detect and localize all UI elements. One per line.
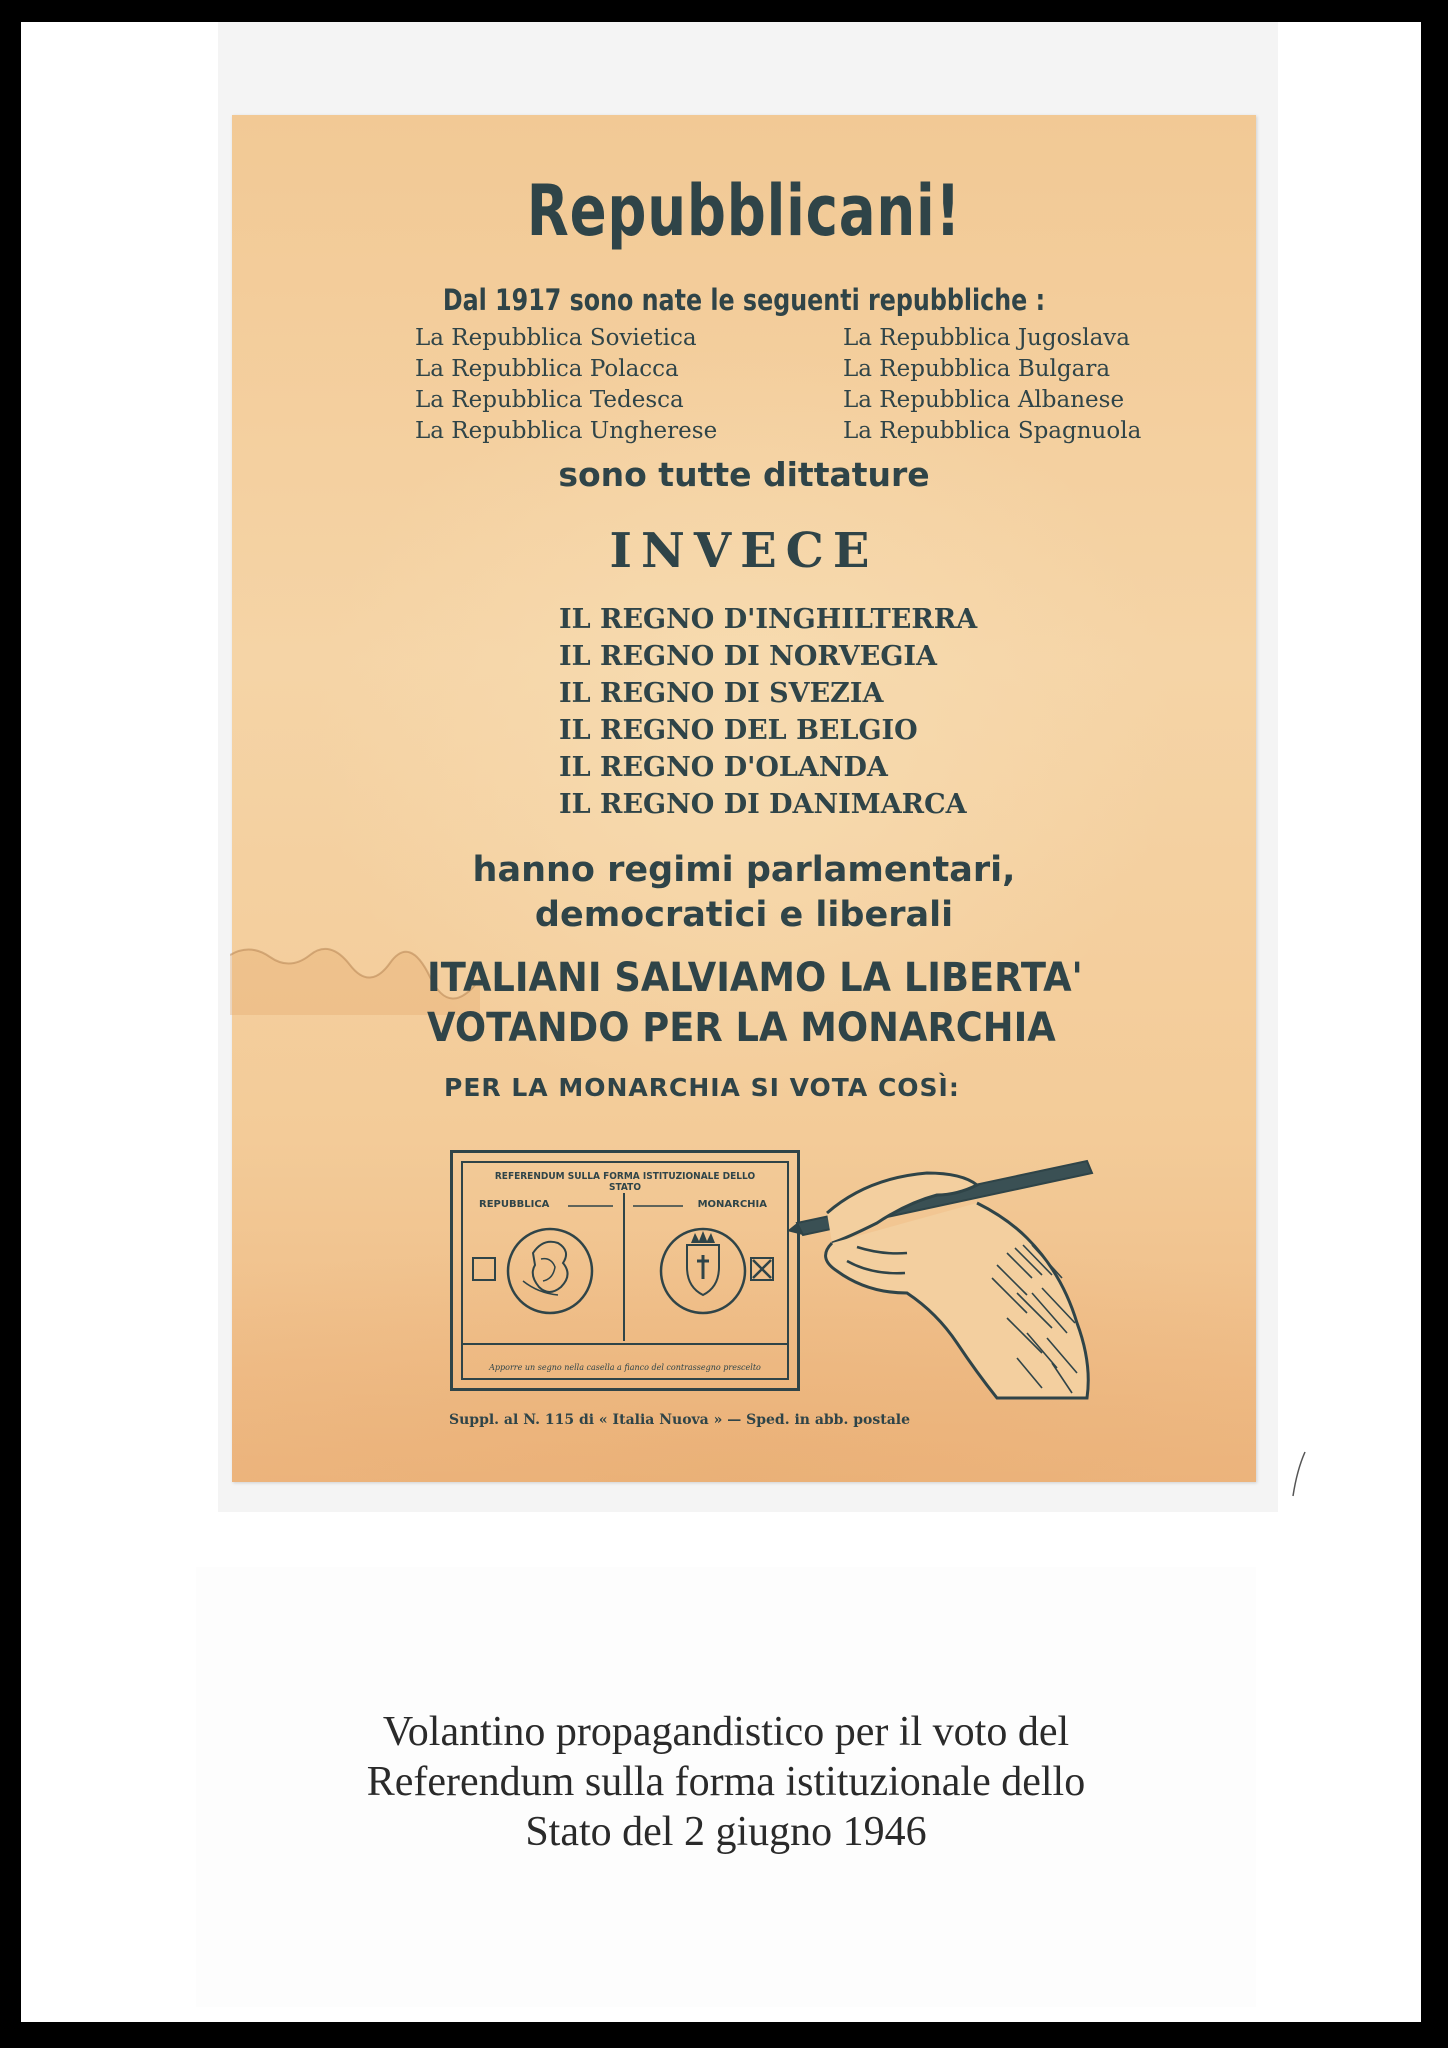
caption-panel	[196, 1567, 1256, 2007]
list-item: IL REGNO DEL BELGIO	[559, 715, 918, 746]
kingdoms-list	[559, 601, 977, 823]
checkbox-repubblica	[473, 1258, 495, 1280]
ballot-frame	[461, 1161, 789, 1380]
list-item: La Repubblica Polacca	[415, 356, 679, 382]
list-item: IL REGNO D'INGHILTERRA	[559, 604, 978, 635]
list-item: La Repubblica Albanese	[843, 387, 1125, 413]
republics-list-right	[843, 323, 1141, 447]
checkbox-monarchia-marked	[751, 1258, 773, 1280]
caption-line-1: Volantino propagandistico per il voto del	[382, 1709, 1070, 1755]
list-item: IL REGNO DI DANIMARCA	[559, 789, 967, 820]
invece-heading: INVECE	[609, 523, 879, 579]
monarchy-emblem-icon	[661, 1229, 745, 1313]
ballot-footer: Apporre un segno nella casella a fianco del contrassegno prescelto	[489, 1363, 761, 1372]
republics-list-left	[415, 323, 717, 447]
album-page	[21, 22, 1421, 2022]
list-item: La Repubblica Sovietica	[415, 325, 697, 351]
pencil-mark	[1289, 1450, 1309, 1500]
regimi-statement	[232, 848, 1256, 938]
republic-emblem-icon	[508, 1229, 592, 1313]
flyer-footnote: Suppl. al N. 115 di « Italia Nuova » — Sped. in abb. postale	[449, 1412, 910, 1428]
list-item: IL REGNO D'OLANDA	[559, 752, 888, 783]
flyer-title: Repubblicani!	[526, 170, 962, 252]
ballot-option-repubblica: REPUBBLICA	[479, 1199, 550, 1210]
vote-instruction: PER LA MONARCHIA SI VOTA COSÌ:	[444, 1073, 960, 1102]
ballot-illustration	[450, 1150, 800, 1391]
caption-line-3: Stato del 2 giugno 1946	[525, 1809, 927, 1855]
appeal-line-2: VOTANDO PER LA MONARCHIA	[427, 1005, 1056, 1051]
hand-with-pencil-icon	[787, 1143, 1107, 1413]
caption-text	[196, 1707, 1256, 1857]
caption-line-2: Referendum sulla forma istituzionale dello	[366, 1759, 1086, 1805]
list-item: IL REGNO DI SVEZIA	[559, 678, 884, 709]
regimi-line-2: democratici e liberali	[534, 895, 954, 935]
appeal-slogan	[427, 953, 1083, 1053]
list-item: IL REGNO DI NORVEGIA	[559, 641, 937, 672]
propaganda-flyer	[232, 115, 1256, 1482]
dittature-statement: sono tutte dittature	[558, 455, 930, 494]
ballot-emblems	[463, 1163, 787, 1378]
list-item: La Repubblica Jugoslava	[843, 325, 1131, 351]
ballot-option-monarchia: MONARCHIA	[697, 1199, 767, 1210]
ballot-header: REFERENDUM SULLA FORMA ISTITUZIONALE DELLO STATO	[494, 1171, 756, 1193]
appeal-line-1: ITALIANI SALVIAMO LA LIBERTA'	[427, 955, 1083, 1001]
list-item: La Repubblica Spagnuola	[843, 418, 1142, 444]
regimi-line-1: hanno regimi parlamentari,	[472, 850, 1016, 890]
list-item: La Repubblica Tedesca	[415, 387, 684, 413]
list-item: La Repubblica Ungherese	[415, 418, 718, 444]
list-item: La Repubblica Bulgara	[843, 356, 1111, 382]
flyer-subtitle: Dal 1917 sono nate le seguenti repubbliche :	[442, 283, 1046, 317]
